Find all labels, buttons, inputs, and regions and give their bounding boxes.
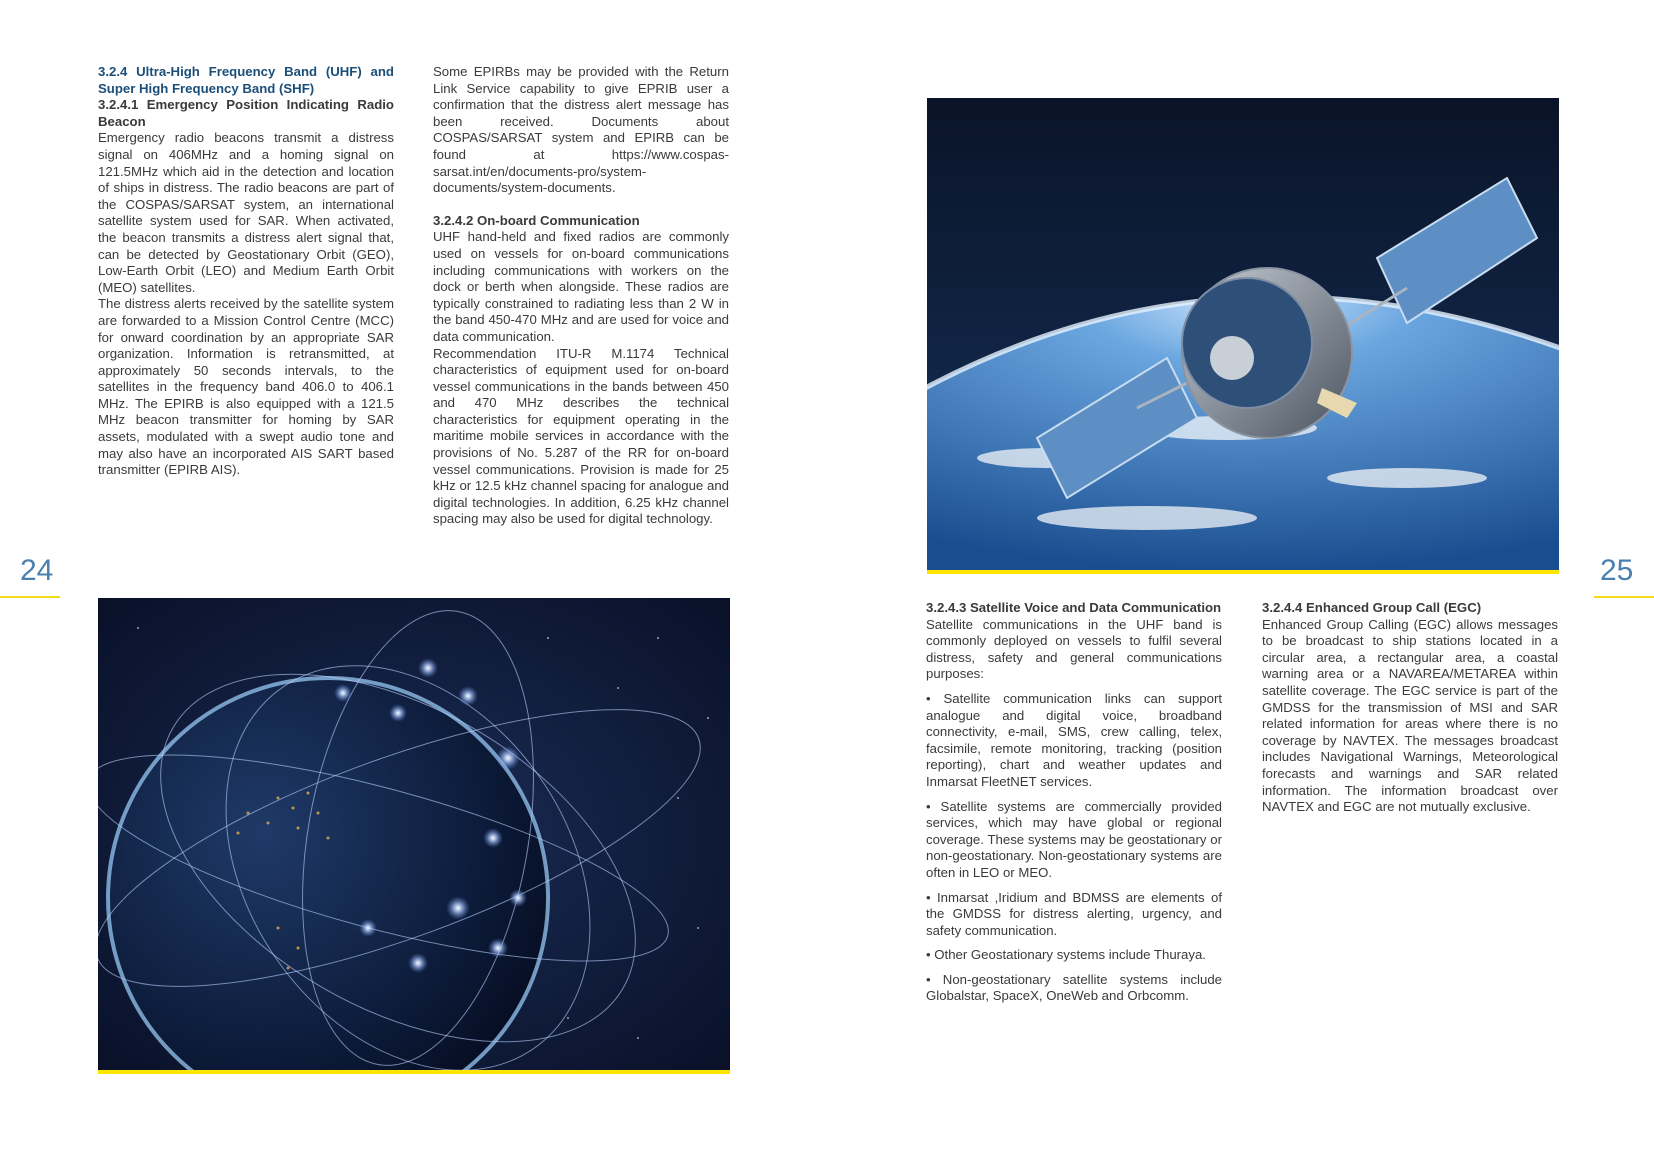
left-column-2 — [433, 64, 729, 528]
page-number-left: 24 — [20, 554, 54, 587]
section-heading-3-2-4: 3.2.4 Ultra-High Frequency Band (UHF) and Super High Frequency Band (SHF) — [98, 64, 394, 96]
right-column-1 — [926, 600, 1222, 1013]
heading-3-2-4-1: 3.2.4.1 Emergency Position Indicating Radio Beacon — [98, 97, 394, 129]
onboard-paragraph-2: Recommendation ITU-R M.1174 Technical characteristics of equipment used for on-board vessel communications in the bands between 450 and 470 MHz describes the technical characteristics for equipment operating in the maritime mobile services in accordance with the provisions of No. 5.287 of the RR for on-board vessel communications. Provision is made for 25 kHz or 12.5 kHz channel spacing for analogue and digital technologies. In addition, 6.25 kHz channel spacing may also be used for digital technology. — [433, 345, 729, 527]
satellite-image — [927, 98, 1559, 572]
heading-3-2-4-3: 3.2.4.3 Satellite Voice and Data Communication — [926, 600, 1222, 615]
image-underline-left — [98, 1070, 730, 1074]
satcom-bullet: • Inmarsat ,Iridium and BDMSS are elements of the GMDSS for distress alerting, urgency, and safety communication. — [926, 889, 1222, 938]
satcom-bullet: • Other Geostationary systems include Thuraya. — [926, 947, 1206, 963]
epirb-return-link-paragraph: Some EPIRBs may be provided with the Return Link Service capability to give EPRIB user a confirmation that the distress alert message has been received. Documents about COSPAS/SARSAT system and EPIRB can be found at https://www.cospas-sarsat.int/en/documents-pro/system-documents/system-documents. — [433, 64, 729, 196]
onboard-paragraph-1: UHF hand-held and fixed radios are commonly used on vessels for on-board communications including communications with workers on the dock or berth when alongside. These radios are typically constrained to radiating less than 2 W in the band 450-470 MHz and are used for voice and data communication. — [433, 229, 729, 344]
heading-3-2-4-2: 3.2.4.2 On-board Communication — [433, 212, 640, 228]
page-number-right: 25 — [1600, 554, 1634, 587]
epirb-paragraph-1: Emergency radio beacons transmit a distress signal on 406MHz and a homing signal on 121.5MHz which aid in the detection and location of ships in distress. The radio beacons are part of the COSPAS/SARSAT system, an international satellite system used for SAR. When activated, the beacon transmits a distress alert signal that, can be detected by Geostationary Orbit (GEO), Low-Earth Orbit (LEO) and Medium Earth Orbit (MEO) satellites. — [98, 130, 394, 295]
satcom-bullet: • Non-geostationary satellite systems include Globalstar, SpaceX, OneWeb and Orbcomm. — [926, 971, 1222, 1004]
earth-network-image — [98, 598, 730, 1072]
left-column-1 — [98, 64, 394, 479]
page-number-rule-right — [1594, 596, 1654, 598]
satcom-bullet: • Satellite communication links can support analogue and digital voice, broadband connectivity, e-mail, SMS, crew calling, telex, facsimile, remote monitoring, tracking (position reporting), chart and weather updates and Inmarsat FleetNET services. — [926, 690, 1222, 789]
epirb-paragraph-2: The distress alerts received by the satellite system are forwarded to a Mission Control Centre (MCC) for onward coordination by an appropriate SAR organization. Information is retransmitted, at approximately 50 seconds intervals, to the satellites in the frequency band 406.0 to 406.1 MHz. The EPIRB is also equipped with a 121.5 MHz beacon transmitter for homing by SAR assets, modulated with a swept audio tone and may also have an incorporated AIS SART based transmitter (EPIRB AIS). — [98, 296, 394, 478]
heading-3-2-4-4: 3.2.4.4 Enhanced Group Call (EGC) — [1262, 600, 1482, 615]
satcom-bullet: • Satellite systems are commercially provided services, which may have global or regional coverage. These systems may be geostationary or non-geostationary. Non-geostationary systems are often in LEO or MEO. — [926, 798, 1222, 880]
page-number-rule-left — [0, 596, 60, 598]
image-underline-right — [927, 570, 1559, 574]
right-column-2 — [1262, 600, 1558, 816]
satcom-intro: Satellite communications in the UHF band is commonly deployed on vessels to fulfil several distress, safety and general communications purposes: — [926, 616, 1222, 682]
egc-paragraph: Enhanced Group Calling (EGC) allows messages to be broadcast to ship stations located in a circular area, a rectangular area, a coastal warning area or a NAVAREA/METAREA within satellite coverage. The EGC service is part of the GMDSS for the transmission of MSI and SAR related information for areas where there is no coverage by NAVTEX. The messages broadcast includes Navigational Warnings, Meteorological forecasts and warnings and SAR related information. The information broadcast over NAVTEX and EGC are not mutually exclusive. — [1262, 616, 1558, 815]
